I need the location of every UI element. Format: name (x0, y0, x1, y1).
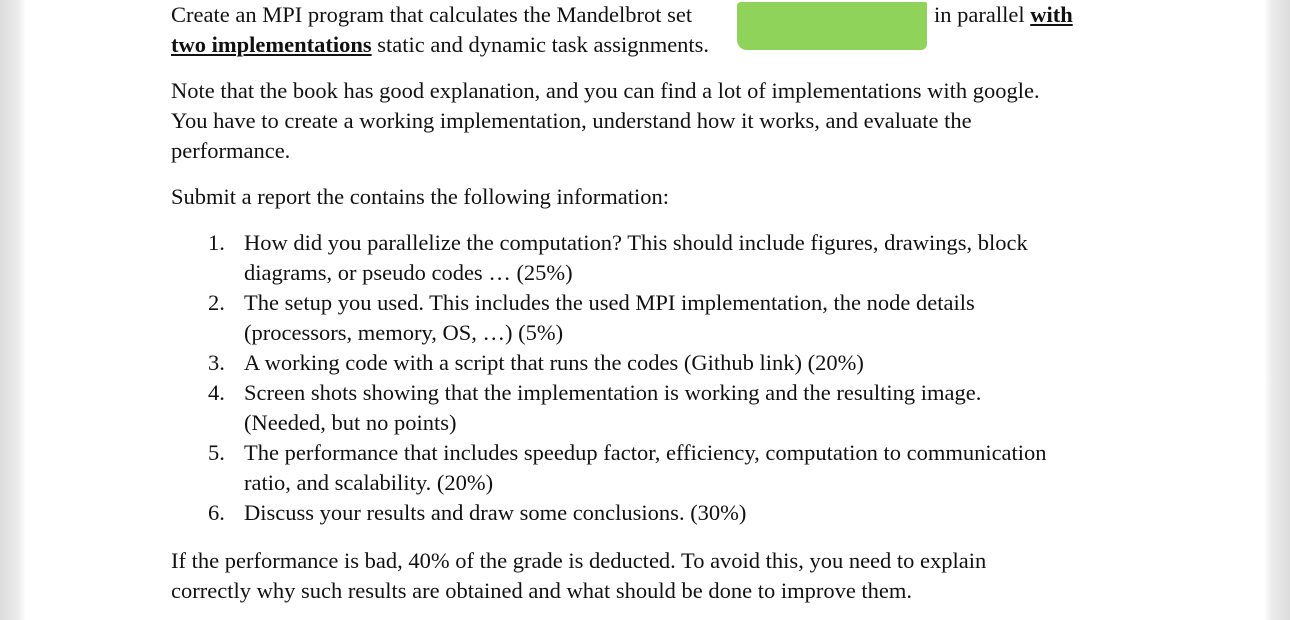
list-item-text: A working code with a script that runs the codes (Github link) (20%) (244, 350, 864, 375)
note-line-2: You have to create a working implementation, understand how it works, and evaluate the (171, 108, 972, 133)
emphasis-two-implementations: two implementations (171, 32, 372, 57)
submit-heading: Submit a report the contains the following information: (171, 184, 670, 209)
emphasis-with: with (1030, 2, 1073, 27)
penalty-line-2: correctly why such results are obtained and what should be done to improve them. (171, 578, 913, 603)
list-item-text: (Needed, but no points) (244, 410, 457, 435)
list-item-text: The setup you used. This includes the used MPI implementation, the node details (244, 290, 975, 315)
list-item-number: 6. (208, 500, 225, 525)
list-item-text: Screen shots showing that the implementation is working and the resulting image. (244, 380, 982, 405)
list-item (171, 228, 1171, 288)
list-item-text: Discuss your results and draw some conclusions. (30%) (244, 500, 747, 525)
list-item-number: 4. (208, 380, 225, 405)
note-paragraph (171, 76, 1131, 166)
list-item-text: (processors, memory, OS, …) (5%) (244, 320, 564, 345)
requirements-list (171, 228, 1171, 528)
note-line-3: performance. (171, 138, 291, 163)
intro-line-1-right: in parallel with (934, 2, 1073, 27)
note-line-1: Note that the book has good explanation, and you can find a lot of implementations with google. (171, 78, 1040, 103)
list-item-number: 3. (208, 350, 225, 375)
list-item (171, 288, 1171, 348)
list-item (171, 498, 1171, 528)
penalty-paragraph (171, 546, 1131, 606)
list-item-number: 5. (208, 440, 225, 465)
list-item (171, 438, 1171, 498)
intro-line-1: Create an MPI program that calculates the Mandelbrot set (171, 2, 693, 27)
list-item-number: 1. (208, 230, 225, 255)
list-item-text: diagrams, or pseudo codes … (25%) (244, 260, 573, 285)
list-item (171, 378, 1171, 438)
list-item-text: The performance that includes speedup factor, efficiency, computation to communication (244, 440, 1047, 465)
penalty-line-1: If the performance is bad, 40% of the grade is deducted. To avoid this, you need to explain (171, 548, 987, 573)
list-item-text: ratio, and scalability. (20%) (244, 470, 494, 495)
list-item-number: 2. (208, 290, 225, 315)
list-item (171, 348, 1171, 378)
intro-line-2: two implementations static and dynamic task assignments. (171, 32, 710, 57)
redaction-highlight (737, 2, 927, 50)
list-item-text: How did you parallelize the computation? This should include figures, drawings, block (244, 230, 1028, 255)
